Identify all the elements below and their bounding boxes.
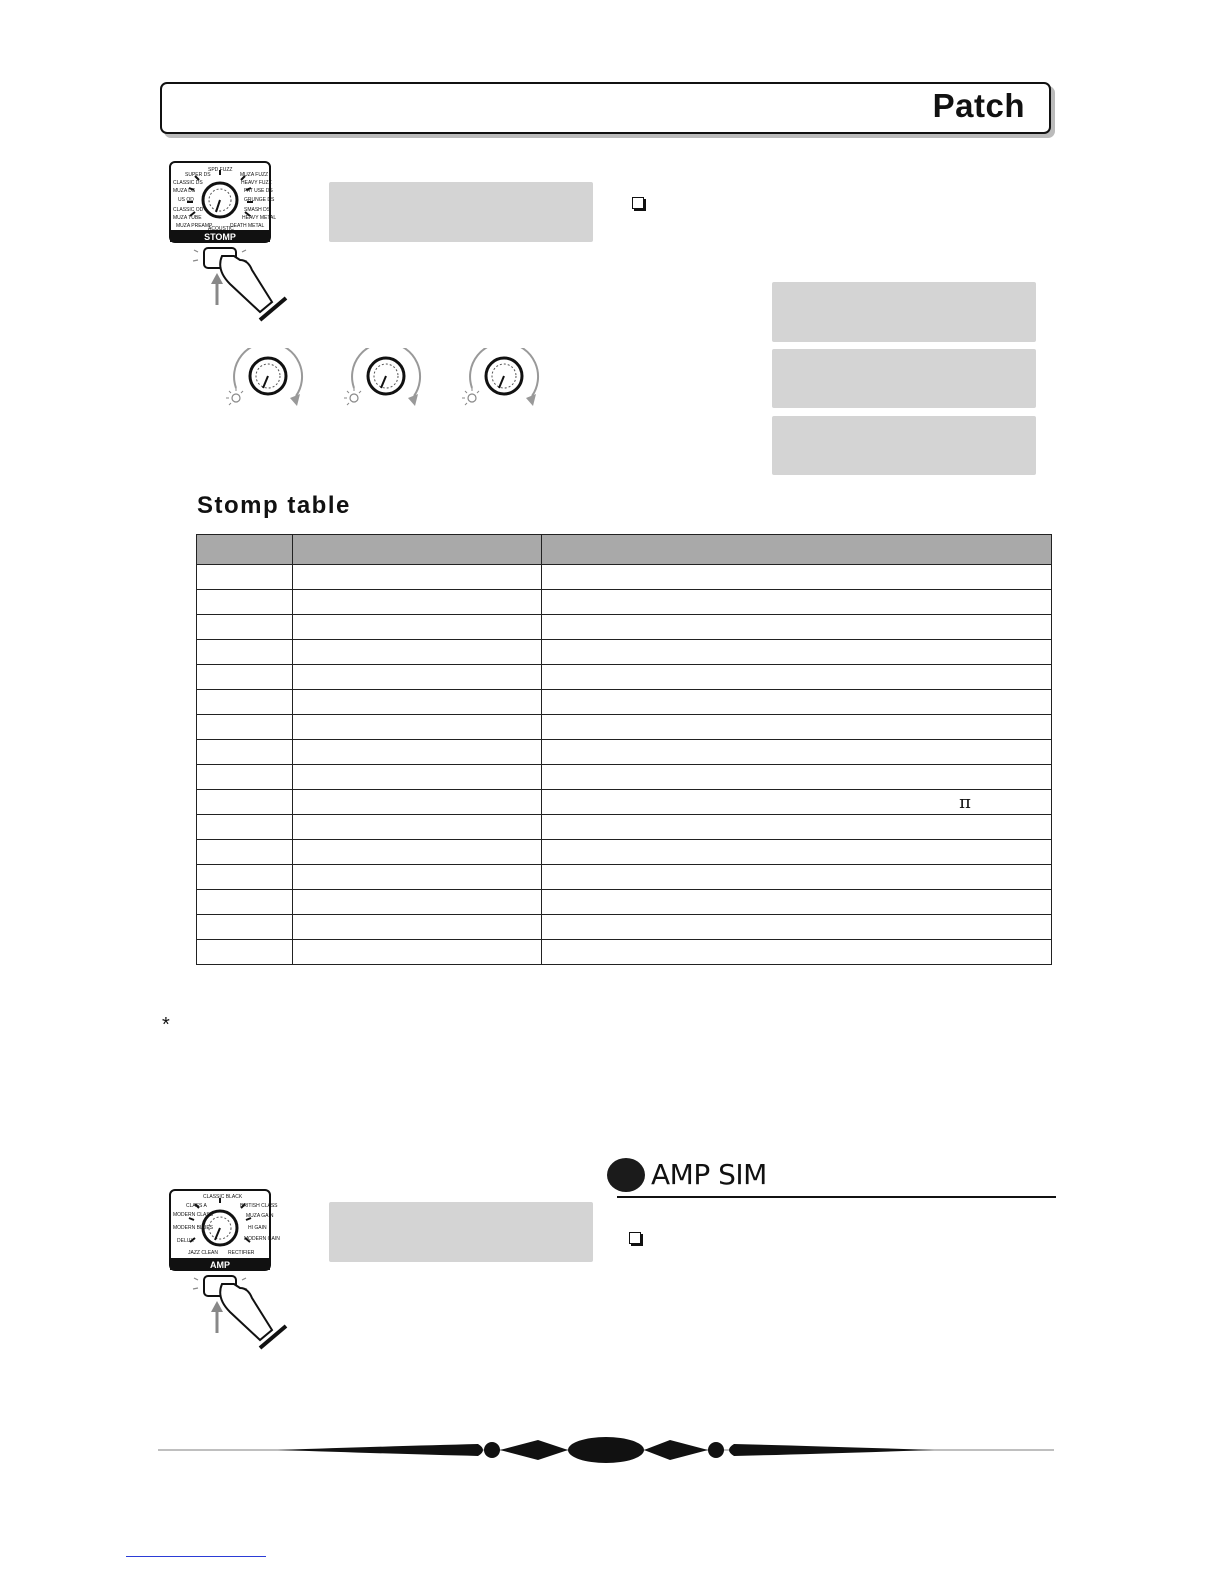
svg-text:MUZA FUZZ: MUZA FUZZ bbox=[240, 172, 269, 178]
stomp-table-heading: Stomp table bbox=[197, 492, 351, 519]
table-row bbox=[197, 615, 1052, 640]
footer-ornament bbox=[158, 1428, 1054, 1472]
svg-text:ACOUSTIC: ACOUSTIC bbox=[208, 226, 234, 232]
amp-display-box bbox=[329, 1202, 593, 1262]
checkbox-marker-amp bbox=[629, 1232, 641, 1244]
amp-panel-label: AMP bbox=[210, 1260, 230, 1270]
table-row bbox=[197, 765, 1052, 790]
display-box-3 bbox=[772, 416, 1036, 475]
svg-text:CLASSIC OD: CLASSIC OD bbox=[173, 207, 204, 213]
table-header-row bbox=[197, 535, 1052, 565]
knob-1-icon bbox=[226, 348, 302, 406]
svg-text:SUPER DS: SUPER DS bbox=[185, 172, 211, 178]
stomp-display-box bbox=[329, 182, 593, 242]
table-row bbox=[197, 890, 1052, 915]
page-title: Patch bbox=[932, 87, 1025, 124]
svg-text:BRITISH CLASS: BRITISH CLASS bbox=[240, 1203, 278, 1209]
table-header-cell-2 bbox=[293, 535, 542, 565]
table-row bbox=[197, 665, 1052, 690]
svg-text:US OD: US OD bbox=[178, 197, 194, 203]
svg-text:CLASS A: CLASS A bbox=[186, 1203, 207, 1209]
svg-text:MODERN CLASS: MODERN CLASS bbox=[173, 1212, 214, 1218]
svg-text:HEAVY FUZZ: HEAVY FUZZ bbox=[241, 180, 272, 186]
svg-text:MODERN GAIN: MODERN GAIN bbox=[244, 1236, 280, 1242]
table-row bbox=[197, 865, 1052, 890]
display-box-1 bbox=[772, 282, 1036, 342]
knob-3-icon bbox=[462, 348, 538, 406]
table-row bbox=[197, 640, 1052, 665]
svg-text:HEAVY METAL: HEAVY METAL bbox=[242, 215, 277, 221]
svg-text:SPD FUZZ: SPD FUZZ bbox=[208, 167, 233, 173]
svg-text:MUZA DS: MUZA DS bbox=[173, 188, 196, 194]
table-header-cell-3 bbox=[542, 535, 1052, 565]
svg-text:JAZZ CLEAN: JAZZ CLEAN bbox=[188, 1250, 219, 1256]
stomp-table bbox=[196, 534, 1052, 965]
table-row bbox=[197, 590, 1052, 615]
table-row bbox=[197, 690, 1052, 715]
svg-text:MUZA GAIN: MUZA GAIN bbox=[246, 1213, 274, 1219]
svg-text:FAT USE DS: FAT USE DS bbox=[244, 188, 273, 194]
amp-sim-heading: AMP SIM bbox=[651, 1158, 767, 1191]
stomp-selector-illustration bbox=[168, 160, 308, 330]
svg-text:MODERN BLUES: MODERN BLUES bbox=[173, 1225, 214, 1231]
table-row bbox=[197, 790, 1052, 815]
hand-icon bbox=[220, 256, 272, 312]
svg-text:GRUNGE DS: GRUNGE DS bbox=[244, 197, 275, 203]
stomp-panel-label: STOMP bbox=[204, 232, 236, 242]
footer-link-underline[interactable] bbox=[126, 1555, 266, 1557]
parameter-knobs-illustration bbox=[226, 348, 556, 410]
svg-text:CLASSIC BLACK: CLASSIC BLACK bbox=[203, 1194, 243, 1200]
footnote-asterisk: * bbox=[162, 1014, 170, 1036]
table-row bbox=[197, 715, 1052, 740]
table-row bbox=[197, 840, 1052, 865]
svg-text:CLASSIC DS: CLASSIC DS bbox=[173, 180, 203, 186]
table-header-cell-1 bbox=[197, 535, 293, 565]
table-row bbox=[197, 915, 1052, 940]
pi-symbol: π bbox=[542, 790, 1052, 815]
knob-2-icon bbox=[344, 348, 420, 406]
svg-text:RECTIFIER: RECTIFIER bbox=[228, 1250, 255, 1256]
svg-text:DEATH METAL: DEATH METAL bbox=[230, 223, 265, 229]
amp-selector-illustration bbox=[168, 1188, 308, 1358]
section-bullet-icon bbox=[607, 1158, 645, 1192]
svg-text:SMASH DS: SMASH DS bbox=[244, 207, 271, 213]
display-box-2 bbox=[772, 349, 1036, 408]
svg-text:MUZA PREAMP: MUZA PREAMP bbox=[176, 223, 213, 229]
page-header-banner bbox=[160, 82, 1051, 134]
svg-text:DELUX: DELUX bbox=[177, 1238, 194, 1244]
table-row bbox=[197, 565, 1052, 590]
hand-icon bbox=[220, 1284, 272, 1340]
svg-text:HI GAIN: HI GAIN bbox=[248, 1225, 267, 1231]
table-row bbox=[197, 740, 1052, 765]
table-row bbox=[197, 940, 1052, 965]
amp-sim-heading-rule bbox=[617, 1196, 1056, 1198]
checkbox-marker-stomp bbox=[632, 197, 644, 209]
table-row bbox=[197, 815, 1052, 840]
svg-text:MUZA TUBE: MUZA TUBE bbox=[173, 215, 202, 221]
